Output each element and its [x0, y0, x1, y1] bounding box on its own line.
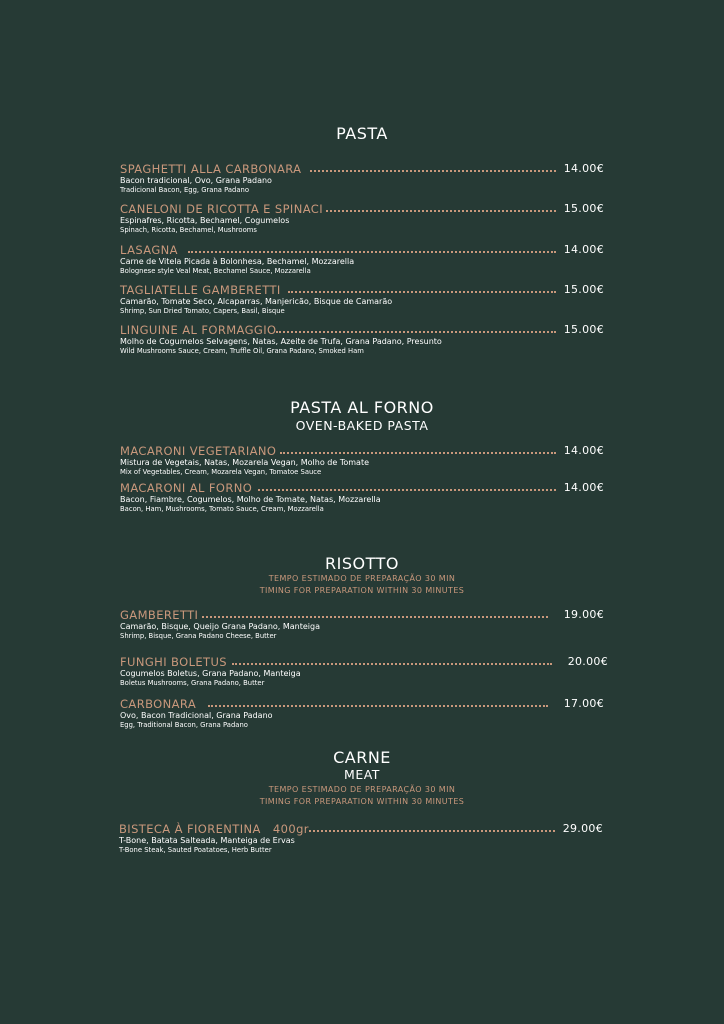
item-name: TAGLIATELLE GAMBERETTI: [120, 283, 281, 297]
item-description-pt: Camarão, Bisque, Queijo Grana Padano, Manteiga: [120, 622, 321, 631]
dot-leader: [310, 170, 556, 172]
item-description-en: T-Bone Steak, Sauted Poatatoes, Herb Butter: [119, 846, 272, 854]
item-price: 15.00€: [563, 202, 604, 215]
item-description-en: Bacon, Ham, Mushrooms, Tomato Sauce, Cream, Mozzarella: [120, 505, 324, 513]
menu-item: [120, 162, 608, 195]
menu-item: [120, 243, 608, 276]
section-title-risotto: RISOTTO: [325, 554, 399, 573]
menu-item: [120, 444, 608, 477]
item-description-en: Shrimp, Sun Dried Tomato, Capers, Basil, Bisque: [120, 307, 285, 315]
section-title-pasta-al-forno: PASTA AL FORNO: [290, 398, 434, 417]
item-price: 14.00€: [563, 243, 604, 256]
item-price: 20.00€: [567, 655, 608, 668]
item-name: MACARONI AL FORNO: [120, 481, 253, 495]
section-subtitle-oven-baked: OVEN-BAKED PASTA: [295, 418, 429, 433]
item-price: 15.00€: [563, 283, 604, 296]
item-description-pt: T-Bone, Batata Salteada, Manteiga de Ervas: [119, 836, 295, 845]
dot-leader: [188, 251, 556, 253]
item-price: 29.00€: [562, 822, 603, 835]
item-description-en: Egg, Traditional Bacon, Grana Padano: [120, 721, 248, 729]
item-name: MACARONI VEGETARIANO: [120, 444, 277, 458]
dot-leader: [202, 616, 548, 618]
menu-item: [120, 283, 608, 316]
item-description-en: Wild Mushrooms Sauce, Cream, Truffle Oil, Grana Padano, Smoked Ham: [120, 347, 364, 355]
item-description-pt: Bacon tradicional, Ovo, Grana Padano: [120, 176, 272, 185]
item-description-en: Spinach, Ricotta, Bechamel, Mushrooms: [120, 226, 257, 234]
item-name: LASAGNA: [120, 243, 178, 257]
section-title-pasta: PASTA: [336, 124, 388, 143]
dot-leader: [280, 452, 556, 454]
item-price: 14.00€: [563, 444, 604, 457]
item-description-en: Shrimp, Bisque, Grana Padano Cheese, Butter: [120, 632, 277, 640]
menu-item: [120, 697, 608, 730]
item-description-pt: Molho de Cogumelos Selvagens, Natas, Azeite de Trufa, Grana Padano, Presunto: [120, 337, 442, 346]
prep-time-note-en: TIMING FOR PREPARATION WITHIN 30 MINUTES: [259, 586, 465, 595]
dot-leader: [326, 210, 556, 212]
menu-item: [120, 323, 608, 356]
item-price: 19.00€: [563, 608, 604, 621]
item-description-en: Boletus Mushrooms, Grana Padano, Butter: [120, 679, 265, 687]
item-name: SPAGHETTI ALLA CARBONARA: [120, 162, 302, 176]
menu-item: [119, 822, 607, 855]
dot-leader: [276, 331, 556, 333]
item-name: GAMBERETTI: [120, 608, 199, 622]
item-description-pt: Carne de Vitela Picada à Bolonhesa, Bechamel, Mozzarella: [120, 257, 355, 266]
item-description-pt: Cogumelos Boletus, Grana Padano, Manteiga: [120, 669, 301, 678]
item-price: 14.00€: [563, 481, 604, 494]
item-name: BISTECA À FIORENTINA 400gr: [119, 822, 309, 836]
dot-leader: [288, 291, 556, 293]
prep-time-note-en: TIMING FOR PREPARATION WITHIN 30 MINUTES: [259, 797, 465, 806]
item-description-pt: Ovo, Bacon Tradicional, Grana Padano: [120, 711, 273, 720]
prep-time-note-pt: TEMPO ESTIMADO DE PREPARAÇÃO 30 MIN: [268, 574, 456, 583]
item-name: FUNGHI BOLETUS: [120, 655, 227, 669]
item-name: LINGUINE AL FORMAGGIO: [120, 323, 277, 337]
item-description-pt: Mistura de Vegetais, Natas, Mozarela Vegan, Molho de Tomate: [120, 458, 370, 467]
item-description-en: Mix of Vegetables, Cream, Mozarela Vegan, Tomatoe Sauce: [120, 468, 322, 476]
item-name: CANELONI DE RICOTTA E SPINACI: [120, 202, 324, 216]
item-description-pt: Bacon, Fiambre, Cogumelos, Molho de Tomate, Natas, Mozzarella: [120, 495, 381, 504]
menu-item: [120, 655, 608, 688]
dot-leader: [309, 830, 555, 832]
menu-item: [120, 608, 608, 641]
item-description-en: Bolognese style Veal Meat, Bechamel Sauce, Mozzarella: [120, 267, 311, 275]
item-description-pt: Camarão, Tomate Seco, Alcaparras, Manjericão, Bisque de Camarão: [120, 297, 393, 306]
prep-time-note-pt: TEMPO ESTIMADO DE PREPARAÇÃO 30 MIN: [268, 785, 456, 794]
dot-leader: [232, 663, 552, 665]
dot-leader: [258, 489, 556, 491]
dot-leader: [208, 705, 548, 707]
menu-item: [120, 481, 608, 514]
item-price: 17.00€: [563, 697, 604, 710]
item-name: CARBONARA: [120, 697, 197, 711]
section-subtitle-meat: MEAT: [344, 767, 380, 782]
section-title-carne: CARNE: [333, 748, 391, 767]
item-description-en: Tradicional Bacon, Egg, Grana Padano: [120, 186, 249, 194]
menu-item: [120, 202, 608, 235]
item-description-pt: Espinafres, Ricotta, Bechamel, Cogumelos: [120, 216, 290, 225]
item-price: 15.00€: [563, 323, 604, 336]
item-price: 14.00€: [563, 162, 604, 175]
